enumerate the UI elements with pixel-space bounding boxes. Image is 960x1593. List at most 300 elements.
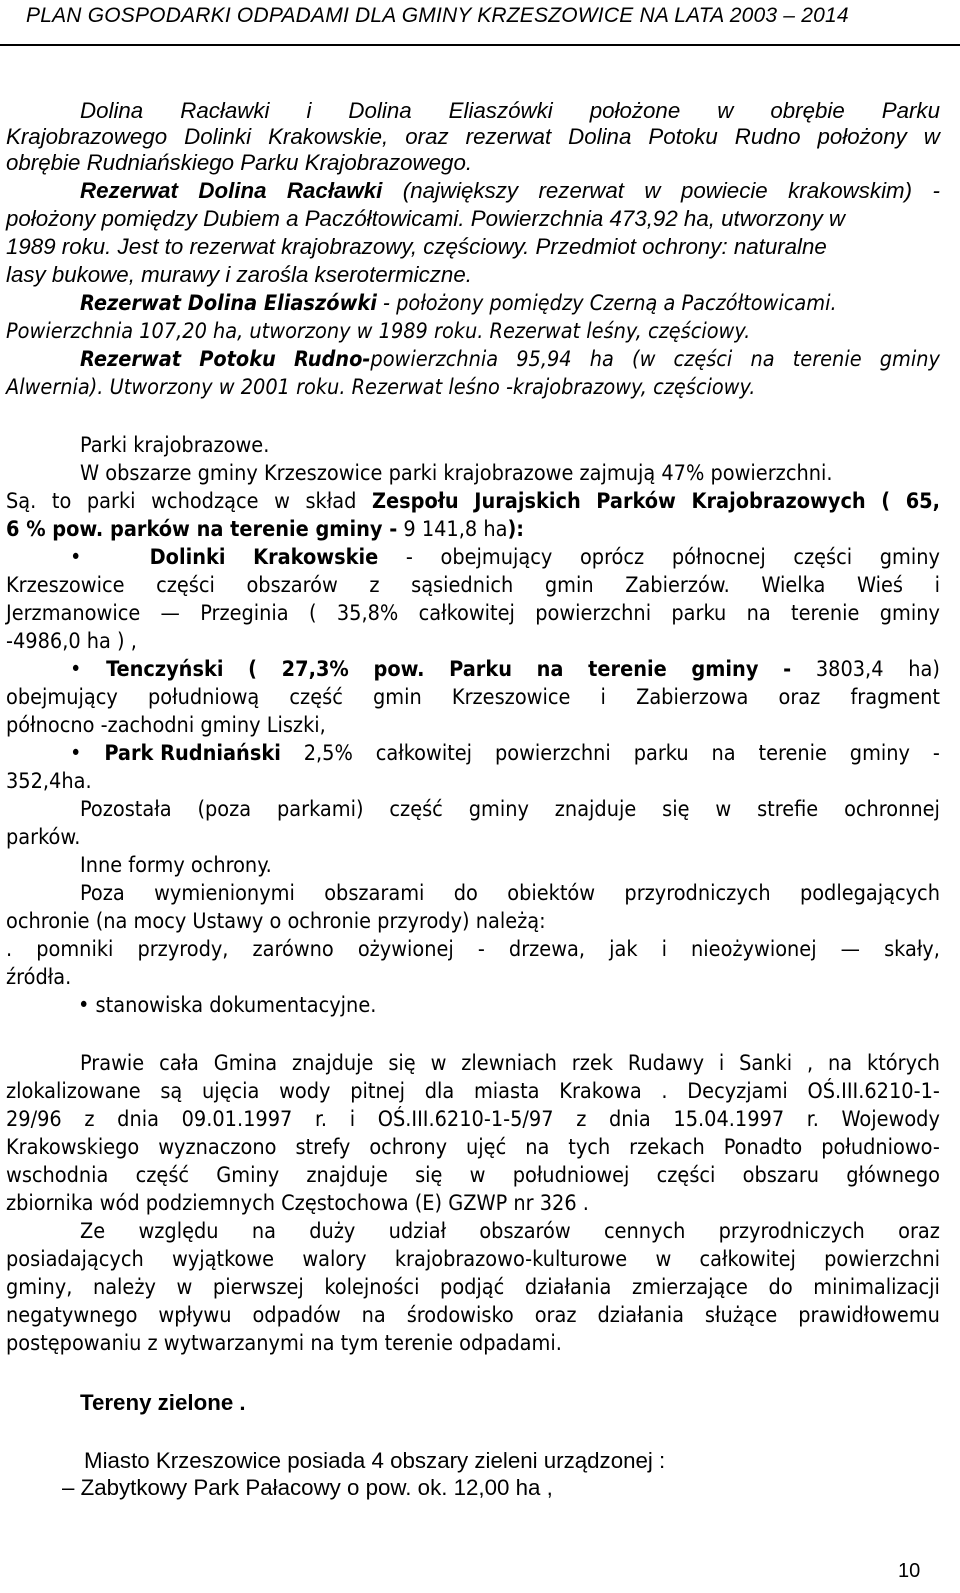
text-line: [6, 488, 940, 515]
text-run: .: [6, 937, 13, 962]
text-run: się: [388, 1051, 416, 1076]
text-run: głównego: [846, 1163, 940, 1188]
text-run: -4986,0 ha ) ,: [6, 629, 137, 654]
text-run: postępowaniu z wytwarzanymi na tym terenie odpadami.: [6, 1331, 562, 1356]
text-run: W obszarze gminy Krzeszowice parki krajobrazowe zajmują 47% powierzchni.: [80, 461, 833, 486]
text-run: przyrodniczych: [718, 1219, 865, 1244]
text-line: [80, 346, 940, 373]
text-run: Parku: [881, 98, 940, 123]
text-run: 6 % pow. parków na terenie gminy -: [6, 517, 398, 542]
text-run: położony: [817, 124, 907, 149]
text-run: parkami): [277, 797, 364, 822]
text-run: w: [176, 1275, 193, 1300]
text-run: ujęć: [466, 1135, 507, 1160]
text-line: [6, 123, 940, 150]
text-run: obejmujący: [440, 545, 553, 570]
text-run: lasy bukowe, murawy i zarośla kserotermiczne.: [6, 262, 472, 287]
text-run: Jerzmanowice: [6, 601, 141, 626]
text-run: •: [70, 545, 82, 570]
text-line: [6, 374, 755, 401]
text-run: przyrodniczych: [624, 881, 771, 906]
text-run: parki: [86, 489, 136, 514]
text-run: pow.: [373, 657, 425, 682]
text-run: Decyzjami: [687, 1079, 788, 1104]
text-run: r.: [806, 1107, 819, 1132]
text-run: skały,: [884, 937, 940, 962]
text-line: [80, 796, 940, 823]
text-run: posiadających: [6, 1247, 144, 1272]
text-line: [6, 318, 750, 345]
text-run: w: [274, 489, 290, 514]
text-run: do: [453, 881, 478, 906]
text-line: [6, 712, 326, 739]
text-line: [80, 1389, 246, 1416]
text-run: • stanowiska dokumentacyjne.: [78, 993, 377, 1018]
text-run: zmierzające: [631, 1275, 748, 1300]
text-run: na: [361, 1303, 386, 1328]
text-run: podjąć: [440, 1275, 505, 1300]
text-line: [6, 1134, 940, 1161]
text-run: gminy: [879, 545, 940, 570]
text-run: znajduje: [554, 797, 637, 822]
text-run: południowo-: [821, 1135, 940, 1160]
text-run: -: [783, 657, 792, 682]
text-run: obszarami: [324, 881, 425, 906]
text-run: r.: [314, 1107, 328, 1132]
text-run: oraz: [778, 685, 821, 710]
text-run: na: [251, 1219, 276, 1244]
text-run: Ze: [80, 1219, 106, 1244]
text-line: [6, 684, 940, 711]
text-run: gmin: [372, 685, 422, 710]
text-line: [80, 852, 272, 879]
text-run: Rudawy: [627, 1051, 705, 1076]
text-run: Krajobrazowych: [691, 489, 866, 514]
text-line: [6, 908, 546, 935]
text-run: (w: [632, 347, 656, 372]
text-run: Zabierzowa: [636, 685, 749, 710]
text-line: [70, 656, 940, 683]
text-run: (: [308, 601, 317, 626]
text-run: 95,94: [516, 347, 572, 372]
text-run: rzekach: [629, 1135, 705, 1160]
text-run: Wojewody: [841, 1107, 940, 1132]
text-line: [6, 1162, 940, 1189]
text-run: zlokalizowane: [6, 1079, 141, 1104]
text-run: [294, 346, 498, 373]
text-run: sąsiednich: [411, 573, 514, 598]
text-run: Poza: [80, 881, 125, 906]
text-line: [6, 205, 845, 232]
text-run: na: [525, 1135, 550, 1160]
text-run: Dolina: [348, 98, 412, 123]
text-run: zlewniach: [461, 1051, 557, 1076]
text-run: Gmina: [213, 1051, 278, 1076]
text-run: w: [644, 178, 661, 203]
text-run: -: [932, 741, 940, 766]
text-run: (: [881, 489, 891, 514]
text-run: 29/96: [6, 1107, 62, 1132]
text-run: położony pomiędzy Dubiem a Paczółtowicami. Powierzchnia 473,92 ha, utworzony w: [6, 206, 846, 231]
text-run: oraz: [405, 124, 449, 149]
text-run: Rezerwat Dolina Eliaszówki: [80, 291, 377, 316]
text-run: 1989 roku. Jest to rezerwat krajobrazowy, częściowy. Przedmiot ochrony: naturalne: [6, 234, 827, 259]
text-run-rest: [116, 545, 122, 570]
text-run: dla: [424, 1079, 455, 1104]
text-run: strefie: [757, 797, 819, 822]
text-run: części: [793, 545, 853, 570]
text-line: [6, 261, 472, 288]
text-run: cała: [159, 1051, 199, 1076]
text-line: [6, 1302, 940, 1329]
text-line: [62, 1474, 553, 1501]
text-run: Racławki: [180, 98, 270, 123]
text-run: skład: [305, 489, 357, 514]
text-run: Pozostała: [80, 797, 172, 822]
text-run: •: [70, 657, 82, 682]
text-run: gminy: [879, 601, 940, 626]
text-run: 35,8%: [336, 601, 399, 626]
text-run: kolejności: [324, 1275, 420, 1300]
text-run: Potoku: [648, 124, 718, 149]
text-run: i: [934, 573, 940, 598]
text-run: zarówno: [252, 937, 334, 962]
text-line: [80, 177, 940, 204]
text-line: [6, 516, 524, 543]
text-run: znajduje: [306, 1163, 388, 1188]
text-run: wpływu: [158, 1303, 232, 1328]
text-run: część: [135, 1163, 190, 1188]
text-run: części: [673, 347, 733, 372]
text-run: Krakowskie,: [268, 124, 389, 149]
text-run: [109, 544, 122, 571]
text-run: - położony pomiędzy Czerną a Paczółtowicami.: [376, 291, 837, 316]
text-run: —: [840, 937, 860, 962]
text-run: służące: [704, 1303, 778, 1328]
text-run: Zespołu: [371, 489, 459, 514]
text-run: (: [248, 657, 257, 682]
header-rule: [0, 44, 960, 46]
text-run: część: [289, 685, 343, 710]
text-run: krakowskim): [788, 178, 913, 203]
text-run: w: [923, 124, 940, 149]
text-run: powierzchni: [824, 1247, 940, 1272]
text-run: na: [711, 741, 736, 766]
text-line: [70, 740, 940, 767]
text-line: [6, 1246, 940, 1273]
text-run: ochronnej: [844, 797, 940, 822]
text-line: [78, 992, 376, 1019]
text-run: Parku: [449, 657, 512, 682]
text-run: drzewa,: [508, 937, 586, 962]
text-run: części: [156, 573, 215, 598]
text-run: znajduje: [291, 1051, 374, 1076]
text-run: parku: [633, 741, 689, 766]
text-run: terenie: [791, 601, 860, 626]
text-run: OŚ.III.6210-1-5/97: [377, 1107, 554, 1132]
text-run-rest: powierzchnia: [370, 347, 499, 372]
text-run: dnia: [117, 1107, 159, 1132]
text-run: w: [430, 1051, 447, 1076]
text-run: dnia: [608, 1107, 651, 1132]
text-run: część: [389, 797, 443, 822]
text-run: w: [717, 98, 734, 123]
text-run: Inne formy ochrony.: [80, 853, 272, 878]
text-run: Krakowa: [559, 1079, 642, 1104]
text-run: obrębie Rudniańskiego Parku Krajobrazowego.: [6, 150, 473, 175]
text-run: Krzeszowice: [451, 685, 571, 710]
text-run: pomniki: [36, 937, 114, 962]
text-run: Eliaszówki: [448, 98, 553, 123]
page-number: 10: [898, 1560, 921, 1582]
text-run: zbiornika wód podziemnych Częstochowa (E) GZWP nr 326 .: [6, 1191, 589, 1216]
text-run: na: [746, 601, 771, 626]
text-run: Racławki: [286, 178, 383, 203]
text-run: cennych: [603, 1219, 686, 1244]
running-header: PLAN GOSPODARKI ODPADAMI DLA GMINY KRZESZOWICE NA LATA 2003 – 2014: [26, 4, 849, 27]
text-run: wyznaczono: [158, 1135, 277, 1160]
text-run: obszarów: [479, 1219, 571, 1244]
text-run: -: [405, 545, 413, 570]
text-line: [6, 1190, 589, 1217]
text-run: obiektów: [507, 881, 596, 906]
text-run: w: [469, 1163, 486, 1188]
text-run: 352,4ha.: [6, 769, 92, 794]
text-run: udział: [388, 1219, 447, 1244]
text-run: ,: [807, 1051, 814, 1076]
text-run: północnej: [671, 545, 766, 570]
text-line: [80, 97, 940, 124]
text-run: gminy: [849, 741, 911, 766]
text-run: północno -zachodni gminy Liszki,: [6, 713, 326, 738]
text-run: położone: [589, 98, 681, 123]
text-run: strefy: [295, 1135, 351, 1160]
text-run: wschodnia: [6, 1163, 109, 1188]
text-run: działania: [597, 1303, 684, 1328]
text-run: ha): [908, 657, 940, 682]
text-line: [6, 964, 71, 991]
text-run: Dolina: [568, 124, 632, 149]
text-run: i: [600, 685, 606, 710]
text-run: i: [661, 937, 667, 962]
text-run: Jurajskich: [474, 489, 581, 514]
text-run: •: [70, 741, 82, 766]
text-run: Rezerwat: [80, 178, 178, 203]
text-run: gminy,: [6, 1275, 73, 1300]
text-run: do: [768, 1275, 793, 1300]
text-line: [6, 572, 940, 599]
text-run: Krzeszowice: [6, 573, 125, 598]
text-run: względu: [138, 1219, 219, 1244]
text-run: powierzchni: [494, 741, 611, 766]
text-line: [6, 600, 940, 627]
text-run: przyrody,: [137, 937, 229, 962]
text-run: Dolinki: [184, 124, 252, 149]
text-run: na: [750, 347, 775, 372]
text-run-bold: Rudno-: [293, 347, 371, 372]
text-run: Parków: [596, 489, 676, 514]
text-run: miasta: [473, 1079, 540, 1104]
text-run: wchodzące: [151, 489, 259, 514]
text-run: oprócz: [579, 545, 645, 570]
text-run: Wieś: [856, 573, 903, 598]
text-run: Parki krajobrazowe.: [80, 433, 270, 458]
text-run: ochrony: [369, 1135, 448, 1160]
text-run: walory: [302, 1247, 367, 1272]
text-run: ujęcia: [201, 1079, 260, 1104]
text-run: podlegających: [799, 881, 940, 906]
text-run: wyjątkowe: [172, 1247, 275, 1272]
text-run: powierzchni: [535, 601, 652, 626]
text-run: terenie: [792, 347, 862, 372]
text-run: wody: [279, 1079, 331, 1104]
text-run: —: [160, 601, 180, 626]
text-run: Dolina: [198, 178, 267, 203]
text-run: fragment: [850, 685, 940, 710]
text-line: [6, 233, 827, 260]
text-run: Powierzchnia 107,20 ha, utworzony w 1989 roku. Rezerwat leśny, częściowy.: [6, 319, 751, 344]
text-run: minimalizacji: [813, 1275, 940, 1300]
text-run: 09.01.1997: [181, 1107, 293, 1132]
text-run: w: [715, 797, 732, 822]
text-run: odpadów: [252, 1303, 341, 1328]
text-run: Park Rudniański: [104, 741, 281, 766]
text-run: się: [662, 797, 690, 822]
text-run: 65,: [905, 489, 940, 514]
text-line: [80, 460, 833, 487]
text-line: [70, 544, 940, 571]
text-run: pierwszej: [212, 1275, 304, 1300]
text-run: Sanki: [739, 1051, 793, 1076]
text-run: prawidłowemu: [798, 1303, 940, 1328]
text-run: których: [867, 1051, 940, 1076]
text-run: i: [306, 98, 312, 123]
text-run: jak: [609, 937, 638, 962]
text-run: terenie: [758, 741, 827, 766]
text-run: rezerwat: [538, 178, 624, 203]
text-run: (poza: [197, 797, 252, 822]
text-run: Rezerwat: [80, 347, 182, 372]
text-line: [6, 1078, 940, 1105]
text-run: parku: [671, 601, 727, 626]
text-run: południowej: [512, 1163, 630, 1188]
text-run: z: [369, 573, 380, 598]
text-run: gminy: [468, 797, 529, 822]
text-run: rezerwat: [465, 124, 552, 149]
text-run: działania: [524, 1275, 612, 1300]
text-run: Wielka: [761, 573, 826, 598]
text-run: gminy: [691, 657, 759, 682]
text-run: Dolina: [80, 98, 144, 123]
text-run: -: [477, 937, 485, 962]
text-run: parków.: [6, 825, 81, 850]
text-line: [6, 768, 92, 795]
text-run: z: [84, 1107, 95, 1132]
text-run: Są.: [6, 489, 37, 514]
text-run: i: [718, 1051, 725, 1076]
text-run: obszarów: [246, 573, 338, 598]
text-run: negatywnego: [6, 1303, 138, 1328]
text-run: są: [160, 1079, 183, 1104]
text-run: duży: [309, 1219, 356, 1244]
text-run: Prawie: [80, 1051, 145, 1076]
text-run: ha: [589, 347, 614, 372]
text-run: na: [536, 657, 564, 682]
text-run: ożywionej: [357, 937, 454, 962]
text-run: OŚ.III.6210-1-: [807, 1079, 940, 1104]
text-run: 15.04.1997: [673, 1107, 785, 1132]
text-run: i: [349, 1107, 356, 1132]
text-run: .: [661, 1079, 668, 1104]
text-line: [84, 1447, 665, 1474]
text-run: obszaru: [742, 1163, 820, 1188]
text-run: całkowitej: [699, 1247, 796, 1272]
text-line: [80, 432, 269, 459]
text-run: 27,3%: [281, 657, 349, 682]
text-run: ochronie (na mocy Ustawy o ochronie przyrody) należą:: [6, 909, 546, 934]
text-run: Krakowskiego: [6, 1135, 140, 1160]
text-run: obrębie: [770, 98, 845, 123]
text-run: należy: [92, 1275, 156, 1300]
text-run: terenie: [588, 657, 667, 682]
text-run: Krakowskie: [253, 545, 379, 570]
text-run: pitnej: [350, 1079, 405, 1104]
text-line: [6, 1106, 940, 1133]
text-line: [6, 936, 940, 963]
text-line: [6, 149, 472, 176]
text-line: [6, 1330, 562, 1357]
text-line: [6, 824, 80, 851]
text-line: [6, 628, 137, 655]
text-run: Przeginia: [200, 601, 289, 626]
text-run: Zabierzów.: [625, 573, 730, 598]
text-run: z: [576, 1107, 587, 1132]
text-run: całkowitej: [375, 741, 473, 766]
text-run: – Zabytkowy Park Pałacowy o pow. ok. 12,00 ha ,: [62, 1475, 553, 1500]
text-run: całkowitej: [418, 601, 515, 626]
text-run: 3803,4: [815, 657, 884, 682]
text-run: ):: [507, 517, 525, 542]
text-run: środowisko: [406, 1303, 514, 1328]
text-run: Miasto Krzeszowice posiada 4 obszary zieleni urządzonej :: [84, 1448, 666, 1473]
text-run: Gminy: [216, 1163, 280, 1188]
text-run: Krajobrazowego: [6, 124, 168, 149]
text-run: Tereny zielone .: [80, 1390, 246, 1415]
text-run: rzek: [571, 1051, 613, 1076]
text-run: gminy: [879, 347, 940, 372]
text-run: południową: [147, 685, 260, 710]
text-run: 2,5%: [303, 741, 353, 766]
text-line: [80, 880, 940, 907]
text-run: to: [51, 489, 72, 514]
text-run: tych: [568, 1135, 611, 1160]
text-run: Potoku: [199, 347, 276, 372]
text-line: [80, 1050, 940, 1077]
text-run: (największy: [402, 178, 519, 203]
text-run: oraz: [534, 1303, 577, 1328]
text-run: gmin: [544, 573, 594, 598]
text-run: 9 141,8 ha: [397, 517, 508, 542]
text-run: się: [415, 1163, 443, 1188]
text-run: -: [932, 178, 940, 203]
text-run: Alwernia). Utworzony w 2001 roku. Rezerwat leśno -krajobrazowy, częściowy.: [6, 375, 756, 400]
text-run-bold: [109, 545, 116, 570]
text-run: Rudno: [734, 124, 801, 149]
text-line: [6, 1274, 940, 1301]
text-run: krajobrazowo-kulturowe: [394, 1247, 628, 1272]
text-run: w: [655, 1247, 672, 1272]
text-line: [80, 1218, 940, 1245]
